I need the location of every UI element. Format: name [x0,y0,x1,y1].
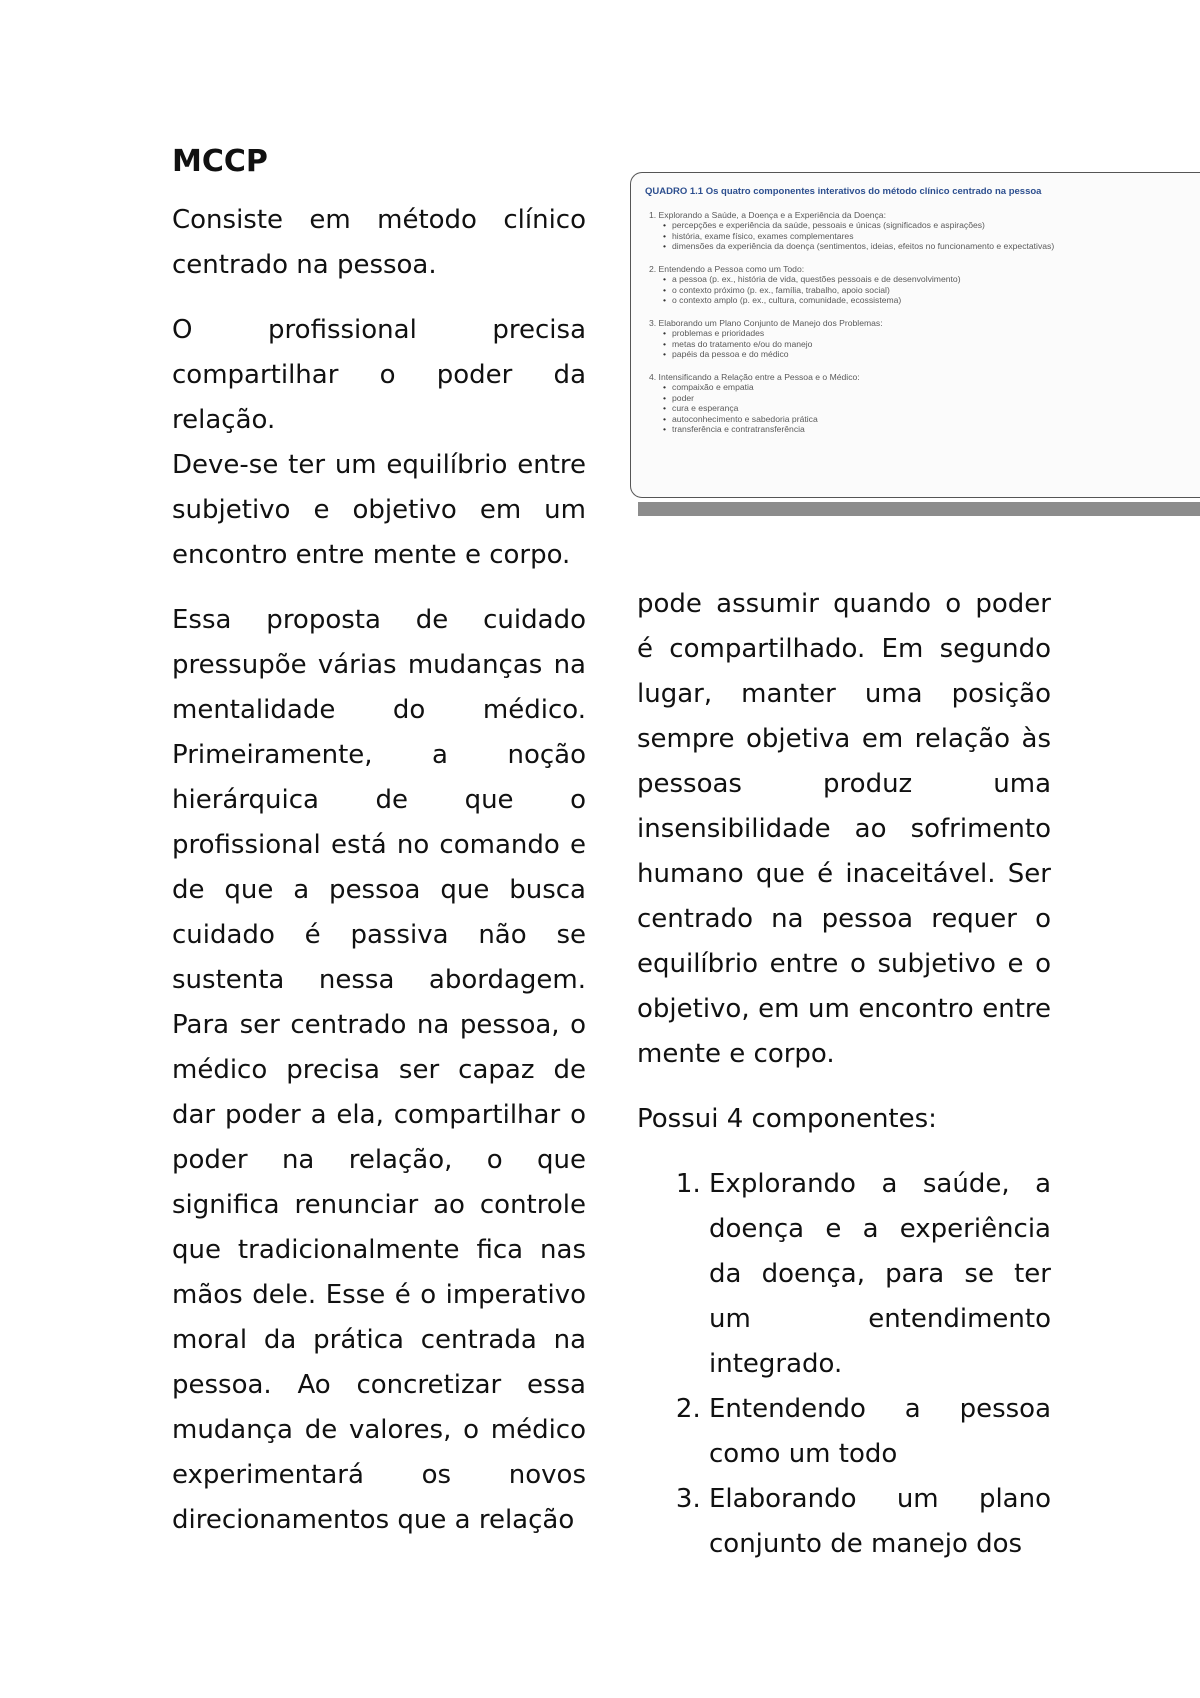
quadro-figure [630,172,1200,498]
quadro-section [645,264,1200,306]
quadro-bullet-item: • o contexto próximo (p. ex., família, trabalho, apoio social) [663,285,1200,296]
paragraph-power: O profissional precisa compartilhar o poder da relação. [172,315,586,435]
quadro-section [645,210,1200,252]
quadro-title: QUADRO 1.1 Os quatro componentes interativos do método clínico centrado na pessoa [645,186,1042,197]
quadro-section-heading: 1. Explorando a Saúde, a Doença e a Experiência da Doença: [649,209,886,220]
quadro-bullet-item: • metas do tratamento e/ou do manejo [663,339,1200,350]
quadro-bullet-item: • a pessoa (p. ex., história de vida, questões pessoais e de desenvolvimento) [663,274,1200,285]
quadro-table-image [630,172,1200,498]
quadro-section [645,318,1200,360]
list-item: 3. Elaborando um plano conjunto de manejo dos [709,1477,1051,1567]
quadro-bullet-item: • transferência e contratransferência [663,424,1200,435]
quadro-bullet-item: • papéis da pessoa e do médico [663,349,1200,360]
paragraph-proposal: Essa proposta de cuidado pressupõe várias mudanças na mentalidade do médico. Primeiramente, a noção hierárquica de que o profissional está no comando e de que a pessoa que busca cuidado é passiva não se sustenta nessa abordagem. Para ser centrado na pessoa, o médico precisa ser capaz de dar poder a ela, compartilhar o poder na relação, o que significa renunciar ao controle que tradicionalmente fica nas mãos dele. Esse é o imperativo moral da prática centrada na pessoa. Ao concretizar essa mudança de valores, o médico experimentará os novos direcionamentos que a relação [172,605,586,1535]
components-list [637,1162,1051,1567]
quadro-sections [645,210,1200,435]
quadro-bullet-item: • dimensões da experiência da doença (sentimentos, ideias, efeitos no funcionamento e expectativas) [663,241,1200,252]
quadro-bullet-item: • autoconhecimento e sabedoria prática [663,414,1200,425]
quadro-bullet-item: • história, exame físico, exames complementares [663,231,1200,242]
quadro-section [645,372,1200,435]
list-item: 1. Explorando a saúde, a doença e a experiência da doença, para se ter um entendimento integrado. [709,1162,1051,1387]
quadro-section-heading: 2. Entendendo a Pessoa como um Todo: [649,263,805,274]
right-column [637,582,1051,1567]
quadro-bullet-item: • o contexto amplo (p. ex., cultura, comunidade, ecossistema) [663,295,1200,306]
quadro-bullet-item: • cura e esperança [663,403,1200,414]
paragraph-continuation: pode assumir quando o poder é compartilhado. Em segundo lugar, manter uma posição sempre objetiva em relação às pessoas produz uma insensibilidade ao sofrimento humano que é inaceitável. Ser centrado na pessoa requer o equilíbrio entre o subjetivo e o objetivo, em um encontro entre mente e corpo. [637,589,1051,1069]
document-heading: MCCP [172,144,268,179]
quadro-bullet-item: • percepções e experiência da saúde, pessoais e únicas (significados e aspirações) [663,220,1200,231]
quadro-bullet-item: • poder [663,393,1200,404]
paragraph-definition: Consiste em método clínico centrado na pessoa. [172,205,586,280]
figure-shadow-bar [638,502,1200,516]
quadro-bullet-item: • compaixão e empatia [663,382,1200,393]
left-column [172,142,586,1563]
list-item: 2. Entendendo a pessoa como um todo [709,1387,1051,1477]
paragraph-components-intro: Possui 4 componentes: [637,1104,937,1134]
quadro-section-heading: 3. Elaborando um Plano Conjunto de Manejo dos Problemas: [649,317,883,328]
paragraph-balance: Deve-se ter um equilíbrio entre subjetivo e objetivo em um encontro entre mente e corpo. [172,450,586,570]
quadro-section-heading: 4. Intensificando a Relação entre a Pessoa e o Médico: [649,371,860,382]
quadro-bullet-item: • problemas e prioridades [663,328,1200,339]
